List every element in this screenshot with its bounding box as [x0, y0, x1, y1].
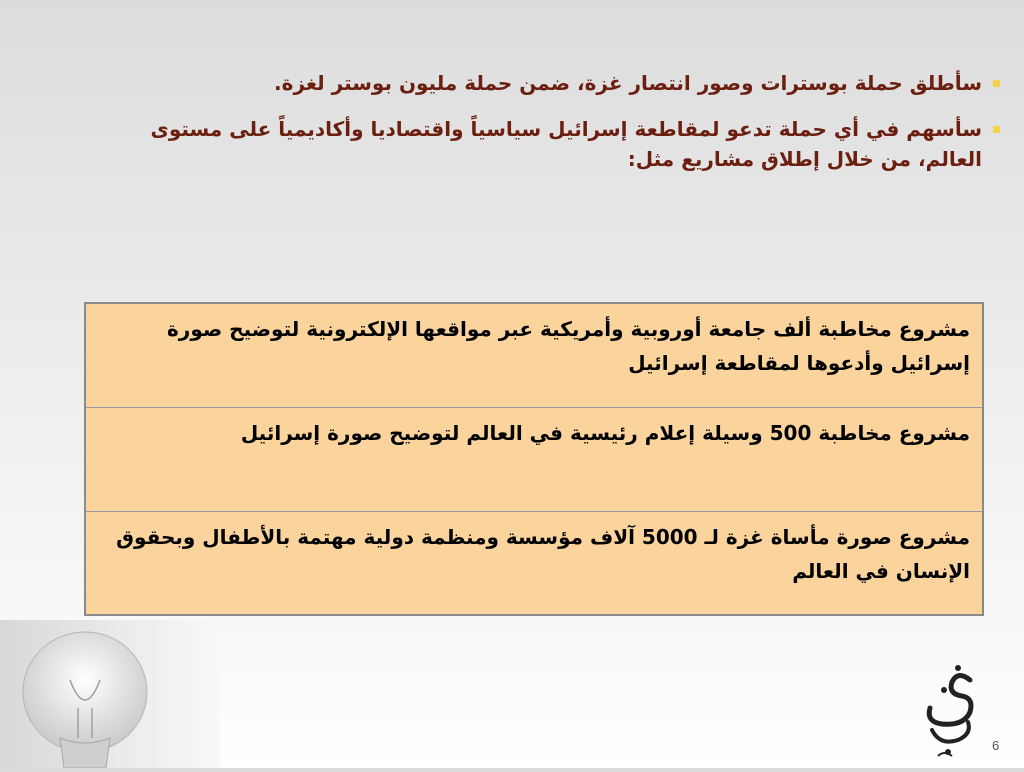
table-row	[85, 303, 983, 407]
projects-table	[84, 302, 984, 616]
bullet-square-icon	[993, 126, 1000, 133]
bullet-text: سأطلق حملة بوسترات وصور انتصار غزة، ضمن حملة مليون بوستر لغزة.	[274, 71, 982, 95]
bullet-item	[120, 68, 1000, 98]
table-cell: مشروع مخاطبة ألف جامعة أوروبية وأمريكية عبر مواقعها الإلكترونية لتوضيح صورة إسرائيل وأدعوها لمقاطعة إسرائيل	[85, 303, 983, 407]
bullet-text: سأسهم في أي حملة تدعو لمقاطعة إسرائيل سياسياً واقتصاديا وأكاديمياً على مستوى العالم، من خلال إطلاق مشاريع مثل:	[150, 117, 982, 171]
gaza-calligraphy-logo	[918, 660, 986, 760]
table-cell: مشروع مخاطبة 500 وسيلة إعلام رئيسية في العالم لتوضيح صورة إسرائيل	[85, 407, 983, 511]
table-row	[85, 511, 983, 615]
light-bulb-image	[0, 620, 220, 768]
bullet-square-icon	[993, 80, 1000, 87]
table-cell: مشروع صورة مأساة غزة لـ 5000 آلاف مؤسسة ومنظمة دولية مهتمة بالأطفال وبحقوق الإنسان في العالم	[85, 511, 983, 615]
bullet-item	[120, 114, 1000, 174]
page-number: 6	[992, 738, 1000, 753]
light-bulb-icon	[0, 620, 220, 768]
table-row	[85, 407, 983, 511]
bullet-list	[120, 68, 1000, 190]
